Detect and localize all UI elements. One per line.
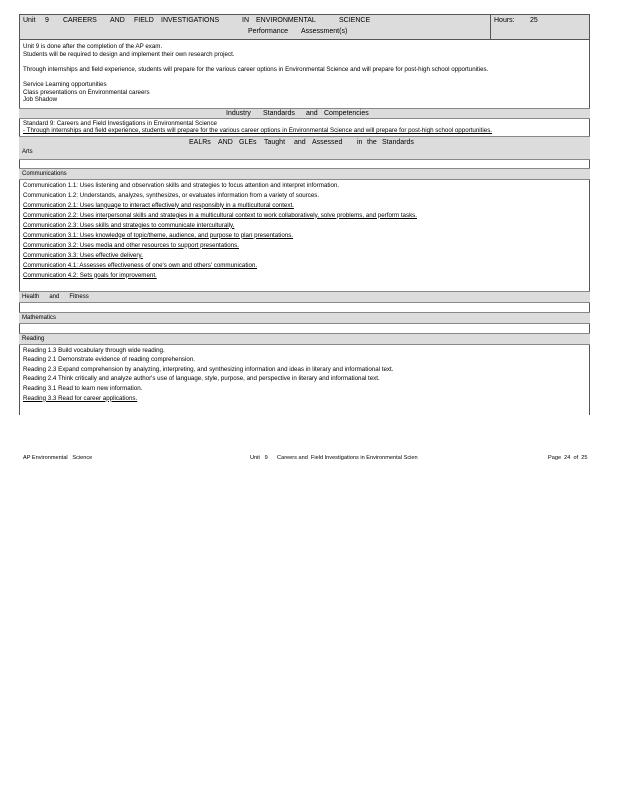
unit-header	[19, 14, 590, 40]
unit-number: 9	[45, 17, 49, 24]
description-paragraph: Through internships and field experience, students will prepare for the various career options in Environmental Science and will prepare for post-high school opportunities.	[23, 65, 489, 73]
title-word: IN	[242, 17, 249, 24]
bar-word: GLEs	[239, 138, 257, 146]
communication-item: Communication 1.2: Understands, analyzes, synthesizes, or evaluates information from a variety of sources.	[23, 191, 320, 199]
communication-item: Communication 4.2: Sets goals for improvement.	[23, 271, 157, 279]
title-word: ENVIRONMENTAL	[256, 17, 316, 24]
footer-page-number: Page 24 of 25	[548, 455, 588, 461]
communication-item: Communication 2.1: Uses language to interact effectively and responsibly in a multicultural context.	[23, 201, 294, 209]
activity-item: Service Learning opportunities	[23, 80, 107, 88]
title-word: INVESTIGATIONS	[161, 17, 220, 24]
title-word: AND	[110, 17, 125, 24]
reading-item: Reading 1.3 Build vocabulary through wide reading.	[23, 346, 165, 354]
standard-block	[19, 119, 590, 136]
standard-title: Standard 9: Careers and Field Investigations in Environmental Science	[23, 119, 217, 127]
bar-word: Standards	[382, 138, 414, 146]
bar-word: EALRs	[189, 138, 211, 146]
bar-word: Standards	[263, 109, 295, 117]
bar-word: in	[357, 138, 363, 146]
communications-list	[19, 180, 590, 283]
bar-word: and	[306, 109, 318, 117]
arts-label: Arts	[22, 148, 33, 155]
communication-item: Communication 3.1: Uses knowledge of topic/theme, audience, and purpose to plan presentations.	[23, 231, 294, 239]
bar-word: the	[367, 138, 377, 146]
ealrs-header	[19, 136, 590, 160]
health-fitness-section-header: Health and Fitness	[19, 291, 590, 303]
unit-title-cell	[20, 15, 491, 39]
hours-label: Hours:	[494, 17, 515, 24]
reading-item: Reading 2.3 Expand comprehension by analyzing, interpreting, and synthesizing information and ideas in literary and informational text.	[23, 365, 394, 373]
reading-item: Reading 3.1 Read to learn new information.	[23, 384, 143, 392]
communication-item: Communication 2.3: Uses skills and strategies to communicate interculturally.	[23, 221, 235, 229]
industry-standards-header	[19, 108, 590, 119]
footer-unit: Unit 9 Careers and Field Investigations in Environmental Scien	[250, 455, 418, 461]
reading-item: Reading 2.1 Demonstrate evidence of reading comprehension.	[23, 356, 195, 364]
communication-item: Communication 3.3: Uses effective delivery.	[23, 251, 143, 259]
bar-word: and	[294, 138, 306, 146]
hours-cell	[491, 15, 589, 39]
title-word: SCIENCE	[339, 17, 371, 24]
communications-section-header: Communications	[19, 168, 590, 180]
bar-word: Assessed	[312, 138, 343, 146]
reading-item: Reading 2.4 Think critically and analyze author's use of language, style, purpose, and perspective in literary and informational text.	[23, 375, 380, 383]
title-word: CAREERS	[63, 17, 97, 24]
activity-item: Job Shadow	[23, 96, 58, 104]
communication-item: Communication 1.1: Uses listening and observation skills and strategies to focus attention and interpret information.	[23, 181, 340, 189]
bar-word: Competencies	[324, 109, 369, 117]
title-word: FIELD	[134, 17, 154, 24]
communication-item: Communication 2.2: Uses interpersonal skills and strategies in a multicultural context to work collaboratively, solve problems, and perform tasks.	[23, 211, 417, 219]
bar-word: Taught	[264, 138, 286, 146]
footer-course: AP Environmental Science	[23, 455, 93, 461]
unit-description	[19, 40, 590, 108]
standard-description: - Through internships and field experience, students will prepare for the various career options in Environmental Science and will prepare for post-high school opportunities.	[23, 127, 493, 135]
reading-section-header: Reading	[19, 333, 590, 345]
description-line: Students will be required to design and implement their own research project.	[23, 50, 235, 58]
reading-item: Reading 3.3 Read for career applications.	[23, 394, 138, 402]
subtitle-word: Assessment(s)	[301, 28, 348, 35]
reading-list	[19, 345, 590, 406]
mathematics-section-header: Mathematics	[19, 312, 590, 324]
hours-value: 25	[530, 17, 538, 24]
bar-word: AND	[218, 138, 233, 146]
subtitle-word: Performance	[248, 28, 289, 35]
description-line: Unit 9 is done after the completion of the AP exam.	[23, 43, 163, 50]
activity-item: Class presentations on Environmental careers	[23, 88, 150, 96]
bar-word: Industry	[226, 109, 251, 117]
unit-label: Unit	[23, 17, 36, 24]
communication-item: Communication 3.2: Uses media and other resources to support presentations.	[23, 241, 239, 249]
communication-item: Communication 4.1: Assesses effectiveness of one's own and others' communication.	[23, 261, 258, 269]
document-page	[19, 14, 590, 415]
